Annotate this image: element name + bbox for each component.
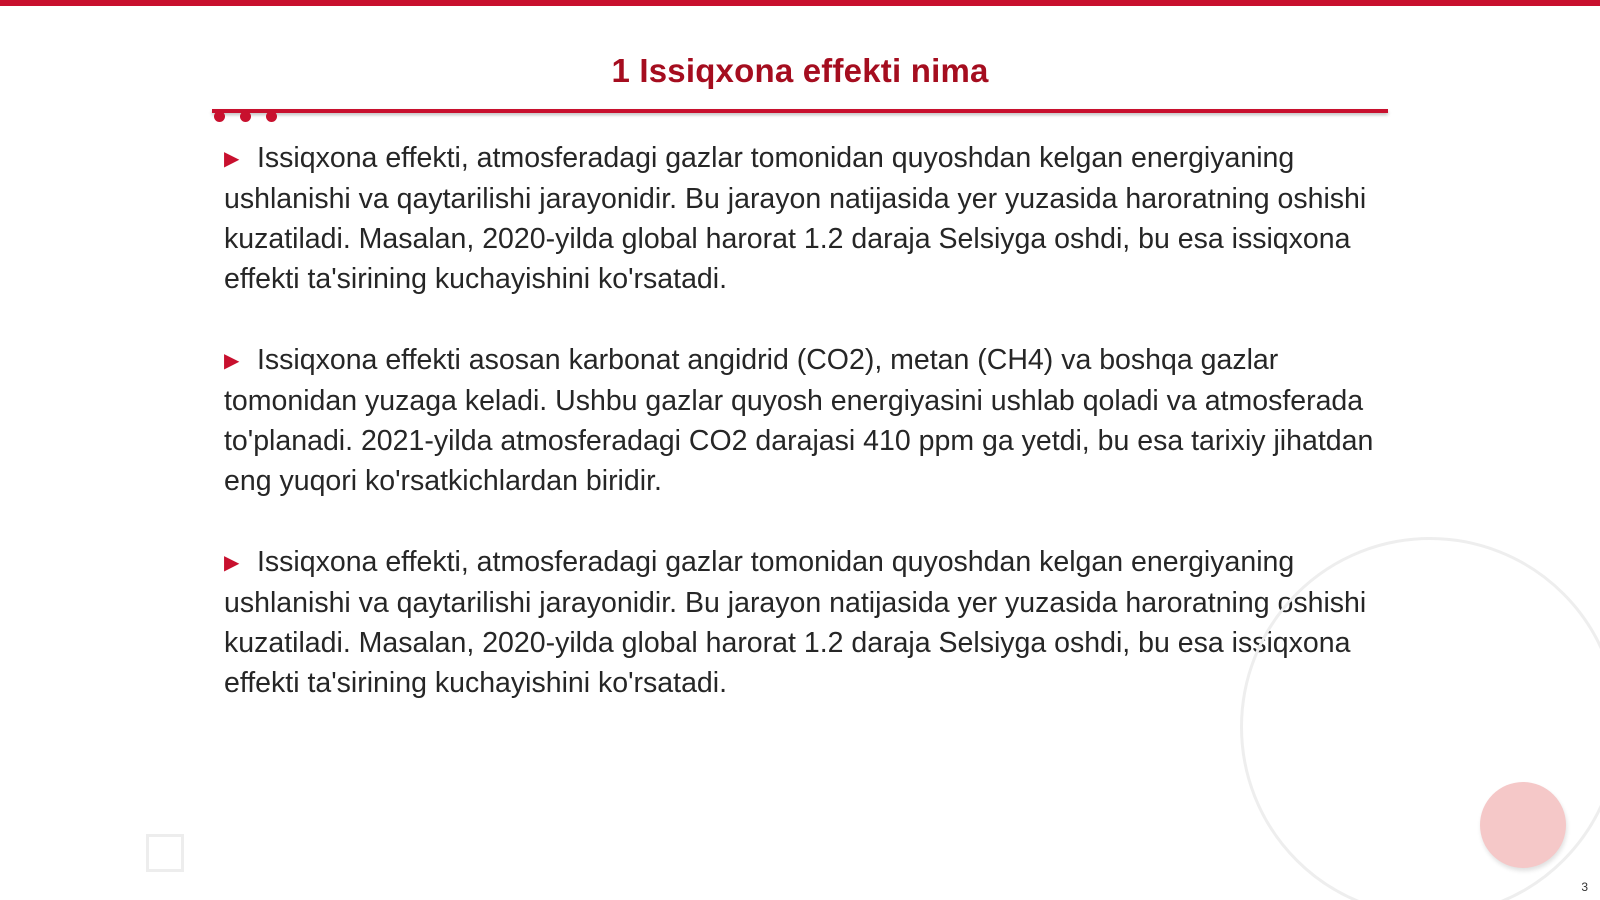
slide-title: 1 Issiqxona effekti nima	[611, 52, 989, 89]
bullet-text: Issiqxona effekti asosan karbonat angidrid (CO2), metan (CH4) va boshqa gazlar tomonidan yuzaga keladi. Ushbu gazlar quyosh energiyasini ushlab qoladi va atmosferada to'planadi. 2021-yilda atmosferadagi CO2 darajasi 410 ppm ga yetdi, bu esa tarixiy jihatdan eng yuqori ko'rsatkichlardan biridir.	[224, 344, 1374, 497]
top-accent-bar	[0, 0, 1600, 6]
decorative-square	[146, 834, 184, 872]
bullet-text: Issiqxona effekti, atmosferadagi gazlar tomonidan quyoshdan kelgan energiyaning ushlanishi va qaytarilishi jarayonidir. Bu jarayon natijasida yer yuzasida haroratning oshishi kuzatiladi. Masalan, 2020-yilda global harorat 1.2 daraja Selsiyga oshdi, bu esa issiqxona effekti ta'sirining kuchayishini ko'rsatadi.	[224, 142, 1367, 295]
underline-dot	[214, 111, 225, 122]
bullet-item	[224, 542, 1384, 703]
bullet-list	[224, 138, 1384, 744]
bullet-arrow-icon: ▶	[224, 350, 240, 372]
underline-dot	[240, 111, 251, 122]
bullet-arrow-icon: ▶	[224, 148, 240, 170]
underline-dot	[266, 111, 277, 122]
title-underline	[212, 109, 1388, 113]
decorative-circle	[1480, 782, 1566, 868]
page-number: 3	[1581, 880, 1588, 894]
bullet-item	[224, 340, 1384, 501]
bullet-arrow-icon: ▶	[224, 552, 240, 574]
bullet-text: Issiqxona effekti, atmosferadagi gazlar tomonidan quyoshdan kelgan energiyaning ushlanishi va qaytarilishi jarayonidir. Bu jarayon natijasida yer yuzasida haroratning oshishi kuzatiladi. Masalan, 2020-yilda global harorat 1.2 daraja Selsiyga oshdi, bu esa issiqxona effekti ta'sirining kuchayishini ko'rsatadi.	[224, 546, 1367, 699]
bullet-item	[224, 138, 1384, 299]
